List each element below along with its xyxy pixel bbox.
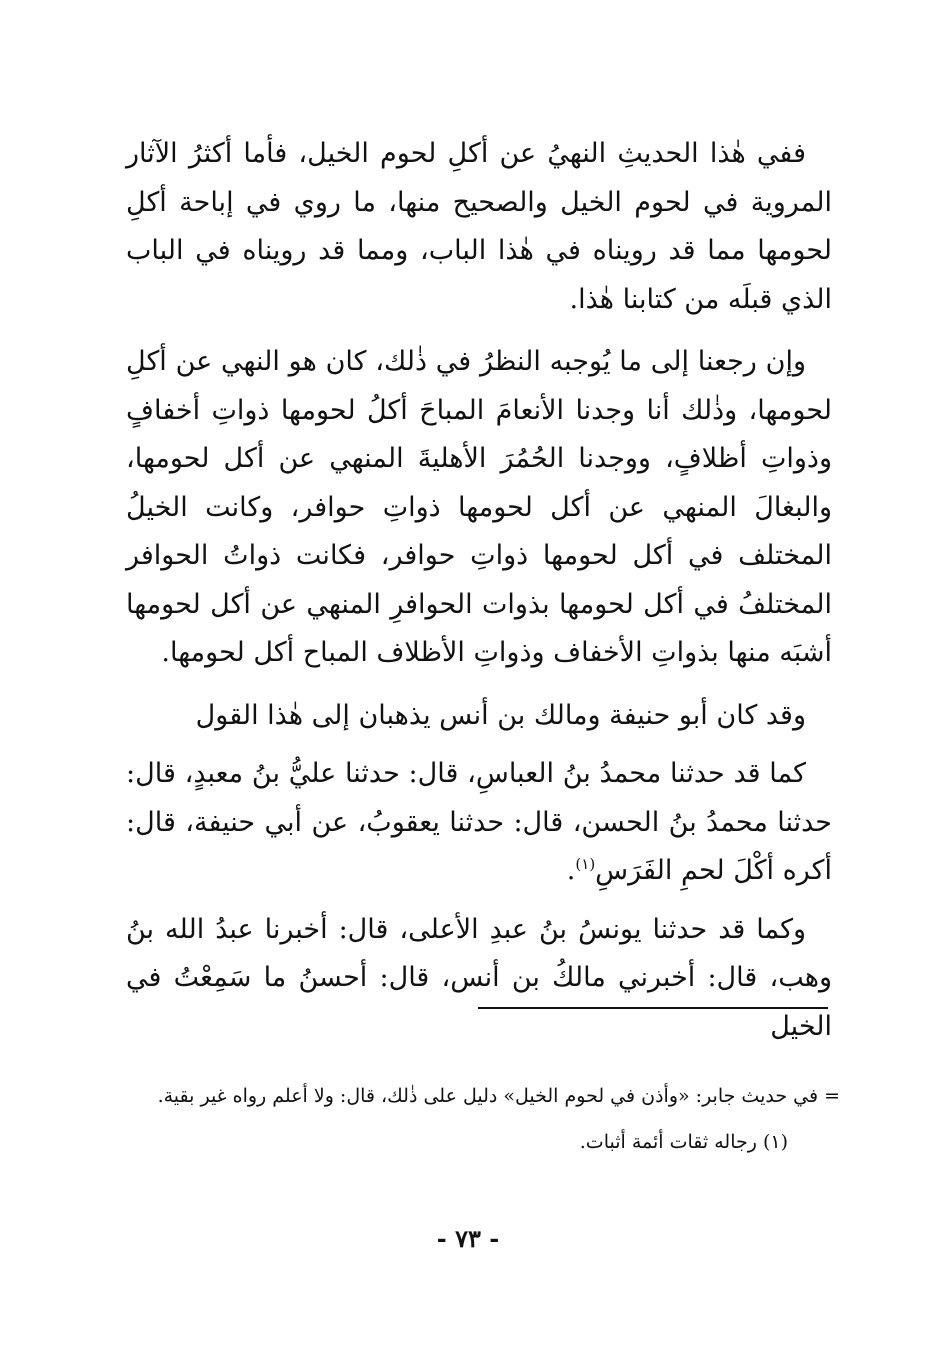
paragraph-3: وقد كان أبو حنيفة ومالك بن أنس يذهبان إلى هٰذا القول [195,699,806,731]
paragraph-5: وكما قد حدثنا يونسُ بنُ عبدِ الأعلى، قال: أخبرنا عبدُ الله بنُ وهب، قال: أخبرني مالكُ بن أنس، قال: أحسنُ ما سَمِعْتُ في الخيل [126,913,832,1042]
paragraph-4 [126,750,832,896]
footnote-1: (١) رجاله ثقات أئمة أثبات. [579,1131,788,1153]
footnotes [120,1078,840,1160]
paragraph-4-text: كما قد حدثنا محمدُ بنُ العباسِ، قال: حدثنا عليُّ بنُ معبدٍ، قال: حدثنا محمدُ بنُ الحسن، قال: حدثنا يعقوبُ، عن أبي حنيفة، قال: أكره أكْلَ لحمِ الفَرَسِ [126,758,832,886]
sentence-end: . [566,855,576,886]
footnote-separator [478,1007,828,1009]
paragraph-2: وإن رجعنا إلى ما يُوجبه النظرُ في ذٰلك، كان هو النهي عن أكلِ لحومها، وذٰلك أنا وجدنا الأنعامَ المباحَ أكلُ لحومها ذواتِ أخفافٍ وذواتِ أظلافٍ، ووجدنا الحُمُرَ الأهليةَ المنهي عن أكل لحومها، والبغالَ المنهي عن أكل لحومها ذواتِ حوافر، وكانت الخيلُ المختلف في أكل لحومها ذواتِ حوافر، فكانت ذواتُ الحوافر المختلفُ في أكل لحومها بذوات الحوافرِ المنهي عن أكل لحومها أشبَه منها بذواتِ الأخفاف وذواتِ الأظلاف المباح أكل لحومها. [126,346,832,668]
page-number: - ٧٣ - [436,1224,500,1253]
footnote-continuation: = في حديث جابر: «وأذن في لحوم الخيل» دليل على ذٰلك، قال: ولا أعلم رواه غير بقية. [157,1085,840,1107]
footnote-reference: (١) [575,855,596,873]
main-text [126,130,832,1065]
paragraph-1: ففي هٰذا الحديثِ النهيُ عن أكلِ لحوم الخيل، فأما أكثرُ الآثار المروية في لحوم الخيل والصحيح منها، ما روي في إباحة أكلِ لحومها مما قد رويناه في هٰذا الباب، ومما قد رويناه في الباب الذي قبلَه من كتابنا هٰذا. [126,138,832,315]
